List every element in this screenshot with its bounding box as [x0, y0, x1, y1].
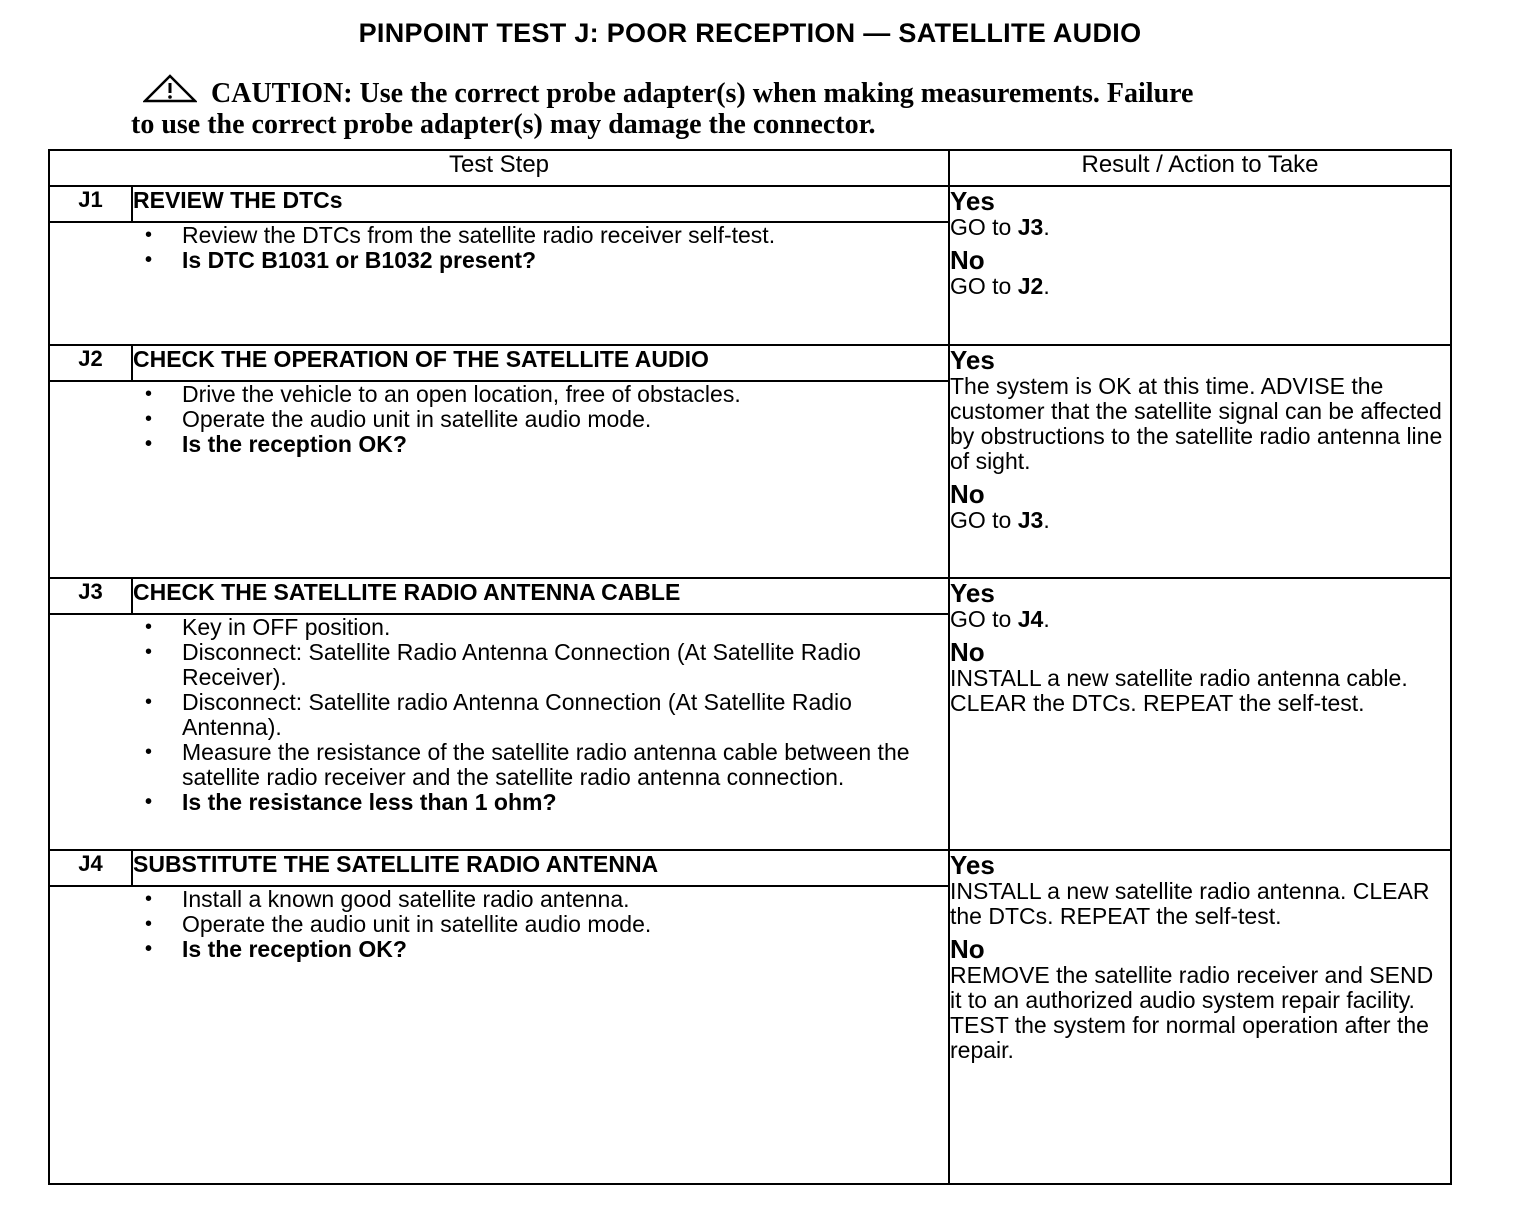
warning-triangle-icon: [143, 74, 197, 104]
step-result: [949, 186, 1451, 345]
page-title: PINPOINT TEST J: POOR RECEPTION — SATELLITE AUDIO: [358, 18, 1142, 48]
step-question: • Is the resistance less than 1 ohm?: [50, 790, 948, 815]
step-question: • Is DTC B1031 or B1032 present?: [50, 248, 948, 273]
step-question: • Is the reception OK?: [50, 937, 948, 962]
yes-end: .: [1043, 214, 1050, 240]
list-item: • Drive the vehicle to an open location, free of obstacles.: [50, 382, 948, 407]
step-heading: CHECK THE OPERATION OF THE SATELLITE AUDIO: [132, 345, 949, 381]
step-body: [49, 381, 949, 578]
list-item: • Install a known good satellite radio antenna.: [50, 887, 948, 912]
caution-notice: [131, 74, 1331, 140]
no-label: No: [950, 245, 985, 275]
yes-text: INSTALL a new satellite radio antenna. CLEAR the DTCs. REPEAT the self-test.: [950, 878, 1430, 929]
no-text: GO to: [950, 273, 1018, 299]
yes-ref: J3: [1017, 214, 1044, 240]
no-label: No: [950, 637, 985, 667]
yes-text: GO to: [950, 214, 1018, 240]
step-body: [49, 222, 949, 345]
no-text: REMOVE the satellite radio receiver and SEND it to an authorized audio system repair facility. TEST the system for normal operation after the repair.: [950, 962, 1434, 1063]
yes-option: [950, 851, 1450, 929]
step-id: J1: [49, 186, 132, 222]
pinpoint-test-table: [48, 149, 1452, 1185]
yes-text: The system is OK at this time. ADVISE the customer that the satellite signal can be affected by obstructions to the satellite radio antenna line of sight.: [950, 373, 1443, 474]
step-result: [949, 345, 1451, 578]
step-id: J2: [49, 345, 132, 381]
header-result-action: Result / Action to Take: [949, 150, 1451, 186]
step-id: J3: [49, 578, 132, 614]
no-end: .: [1043, 273, 1050, 299]
list-item: • Review the DTCs from the satellite radio receiver self-test.: [50, 223, 948, 248]
no-option: [950, 480, 1450, 533]
yes-option: [950, 187, 1450, 240]
yes-label: Yes: [950, 850, 995, 880]
list-item: • Operate the audio unit in satellite audio mode.: [50, 407, 948, 432]
no-label: No: [950, 479, 985, 509]
no-text: INSTALL a new satellite radio antenna cable. CLEAR the DTCs. REPEAT the self-test.: [950, 665, 1408, 716]
no-label: No: [950, 934, 985, 964]
list-item: • Measure the resistance of the satellite radio antenna cable between the satellite radio receiver and the satellite radio antenna connection.: [50, 740, 948, 790]
no-ref: J2: [1017, 273, 1044, 299]
list-item: • Key in OFF position.: [50, 615, 948, 640]
yes-text: GO to: [950, 606, 1018, 632]
step-body: [49, 886, 949, 1184]
yes-ref: J4: [1017, 606, 1044, 632]
no-ref: J3: [1017, 507, 1044, 533]
list-item: • Operate the audio unit in satellite audio mode.: [50, 912, 948, 937]
no-option: [950, 935, 1450, 1063]
no-end: .: [1043, 507, 1050, 533]
list-item: • Disconnect: Satellite Radio Antenna Connection (At Satellite Radio Receiver).: [50, 640, 948, 690]
no-text: GO to: [950, 507, 1018, 533]
caution-line-1: CAUTION: Use the correct probe adapter(s) when making measurements. Failure: [211, 78, 1194, 109]
header-test-step: Test Step: [49, 150, 949, 186]
list-item: • Disconnect: Satellite radio Antenna Connection (At Satellite Radio Antenna).: [50, 690, 948, 740]
no-option: [950, 638, 1450, 716]
step-question: • Is the reception OK?: [50, 432, 948, 457]
step-heading: REVIEW THE DTCs: [132, 186, 949, 222]
step-id: J4: [49, 850, 132, 886]
yes-option: [950, 579, 1450, 632]
yes-label: Yes: [950, 345, 995, 375]
step-heading: SUBSTITUTE THE SATELLITE RADIO ANTENNA: [132, 850, 949, 886]
yes-end: .: [1043, 606, 1050, 632]
step-heading: CHECK THE SATELLITE RADIO ANTENNA CABLE: [132, 578, 949, 614]
step-result: [949, 850, 1451, 1184]
yes-label: Yes: [950, 186, 995, 216]
step-result: [949, 578, 1451, 850]
yes-option: [950, 346, 1450, 474]
yes-label: Yes: [950, 578, 995, 608]
step-body: [49, 614, 949, 850]
caution-line-2: to use the correct probe adapter(s) may damage the connector.: [131, 109, 876, 140]
no-option: [950, 246, 1450, 299]
